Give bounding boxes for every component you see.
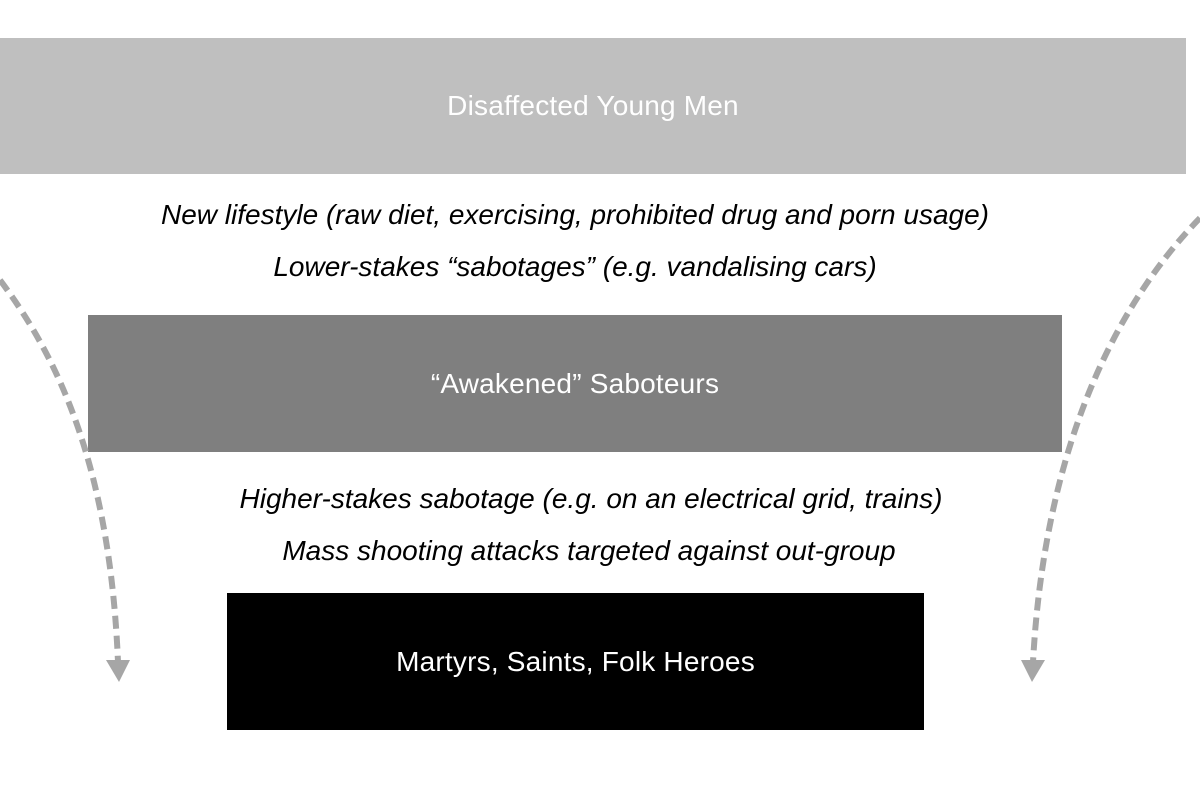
stage-label: Disaffected Young Men <box>447 90 739 121</box>
stage-label: Martyrs, Saints, Folk Heroes <box>396 645 755 677</box>
transition-1-line-1: New lifestyle (raw diet, exercising, prohibited drug and porn usage) <box>161 199 989 230</box>
left-dashed-arrow-icon <box>0 280 130 682</box>
transition-1-line-2: Lower-stakes “sabotages” (e.g. vandalising cars) <box>273 251 877 282</box>
right-dashed-arrow-icon <box>1021 218 1200 682</box>
stage-label: “Awakened” Saboteurs <box>430 367 720 399</box>
transition-2-line-1: Higher-stakes sabotage (e.g. on an electrical grid, trains) <box>239 483 943 514</box>
transition-2-line-2: Mass shooting attacks targeted against out-group <box>282 535 896 566</box>
